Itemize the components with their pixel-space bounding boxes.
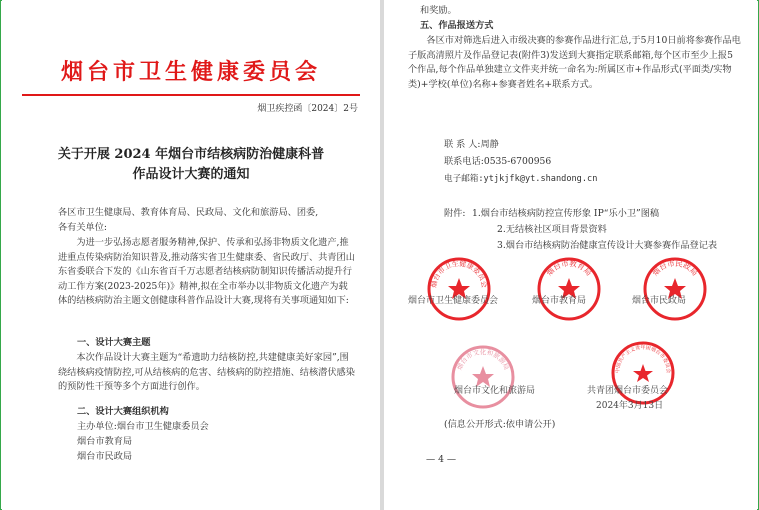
intro-paragraph: 为进一步弘扬志愿者服务精神,保护、传承和弘扬非物质文化遗产,推进重点传染病防治知识普及,推动落实省卫生健康委、省民政厅、共青团山东省委联合下发的《山东省百千万志愿者结核病防制知识传播活动提升行动工作方案(2023-2025年)》精神,拟在全市举办以非物质文化遗产为载体的结核病防治主题文创健康科普作品设计大赛,现将有关事项通知如下:	[58, 237, 355, 307]
issue-date: 2024年3月13日	[596, 401, 664, 411]
culture-seal-label: 烟台市文化和旅游局	[454, 386, 536, 396]
org-title: 烟台市卫生健康委员会	[60, 60, 321, 85]
civil-seal-label: 烟台市民政局	[632, 296, 687, 306]
health-seal-label: 烟台市卫生健康委员会	[408, 296, 499, 306]
page-number: — 4 —	[426, 454, 457, 465]
submission-paragraph: 各区市对筛选后进入市级决赛的参赛作品进行汇总,于5月10日前将参赛作品电子版高清照片及作品登记表(附件3)发送到大赛指定联系邮箱,每个区市至少上报5个作品,每个作品单独建立文件夹并统一命名为:所属区市+作品形式(平面类/实物类)+学校(单位)名称+参赛者姓名+联系方式。	[408, 35, 741, 90]
document-number: 烟卫疾控函〔2024〕2号	[257, 104, 358, 114]
left-page	[2, 0, 380, 510]
contact-email: 电子邮箱:ytjkjfk@yt.shandong.cn	[444, 174, 598, 184]
addressee-line-2: 各有关单位:	[58, 221, 108, 233]
attachment-1: 1.烟台市结核病防控宣传形象 IP“乐小卫”图稿	[472, 208, 660, 219]
civil-seal-text: 烟台市民政局	[650, 258, 700, 278]
heading-theme: 一、设计大赛主题	[77, 337, 151, 348]
document-title	[32, 145, 350, 185]
title-line-1: 关于开展 2024 年烟台市结核病防治健康科普	[57, 147, 325, 162]
education-bureau-seal	[536, 256, 602, 322]
addressee	[58, 206, 356, 235]
attachments-label: 附件:	[444, 208, 466, 219]
contact-person: 联 系 人:周静	[444, 139, 499, 150]
right-page	[384, 0, 757, 510]
culture-tourism-seal	[450, 344, 516, 410]
attachment-2: 2.无结核社区项目背景资料	[497, 224, 607, 235]
title-line-2: 作品设计大赛的通知	[132, 167, 250, 182]
education-seal-label: 烟台市教育局	[532, 296, 587, 306]
organizer-education: 烟台市教育局	[77, 436, 133, 447]
youth-league-seal	[610, 340, 676, 406]
theme-paragraph: 本次作品设计大赛主题为“希遗助力结核防控,共建健康美好家园”,围绕结核病疫情防控,可从结核病的危害、结核病的防控措施、结核潜伏感染的预防性干预等多个方面进行创作。	[58, 352, 355, 393]
education-seal-text: 烟台市教育局	[544, 258, 594, 278]
disclosure-note: (信息公开形式:依申请公开)	[444, 419, 556, 430]
red-divider	[22, 94, 360, 96]
heading-submission: 五、作品报送方式	[420, 20, 494, 31]
addressee-line-1: 各区市卫生健康局、教育体育局、民政局、文化和旅游局、团委,	[58, 207, 319, 218]
seal-star-icon	[633, 364, 653, 382]
culture-seal-text: 烟台市文化和旅游局	[455, 348, 511, 372]
attachment-3: 3.烟台市结核病防治健康宣传设计大赛参赛作品登记表	[497, 240, 718, 251]
youth-seal-label: 共青团烟台市委员会	[587, 386, 669, 396]
youth-seal-text: 中国共产主义青年团烟台市委员会	[614, 345, 672, 374]
carryover-line: 和奖励。	[420, 5, 457, 16]
heading-organizers: 二、设计大赛组织机构	[77, 406, 169, 417]
organizer-line: 主办单位:烟台市卫生健康委员会	[77, 421, 209, 432]
health-seal-text: 烟台市卫生健康委员会	[429, 259, 489, 289]
health-commission-seal	[426, 256, 492, 322]
organizer-civil: 烟台市民政局	[77, 451, 133, 462]
contact-phone: 联系电话:0535-6700956	[444, 156, 552, 167]
civil-affairs-seal	[642, 256, 708, 322]
